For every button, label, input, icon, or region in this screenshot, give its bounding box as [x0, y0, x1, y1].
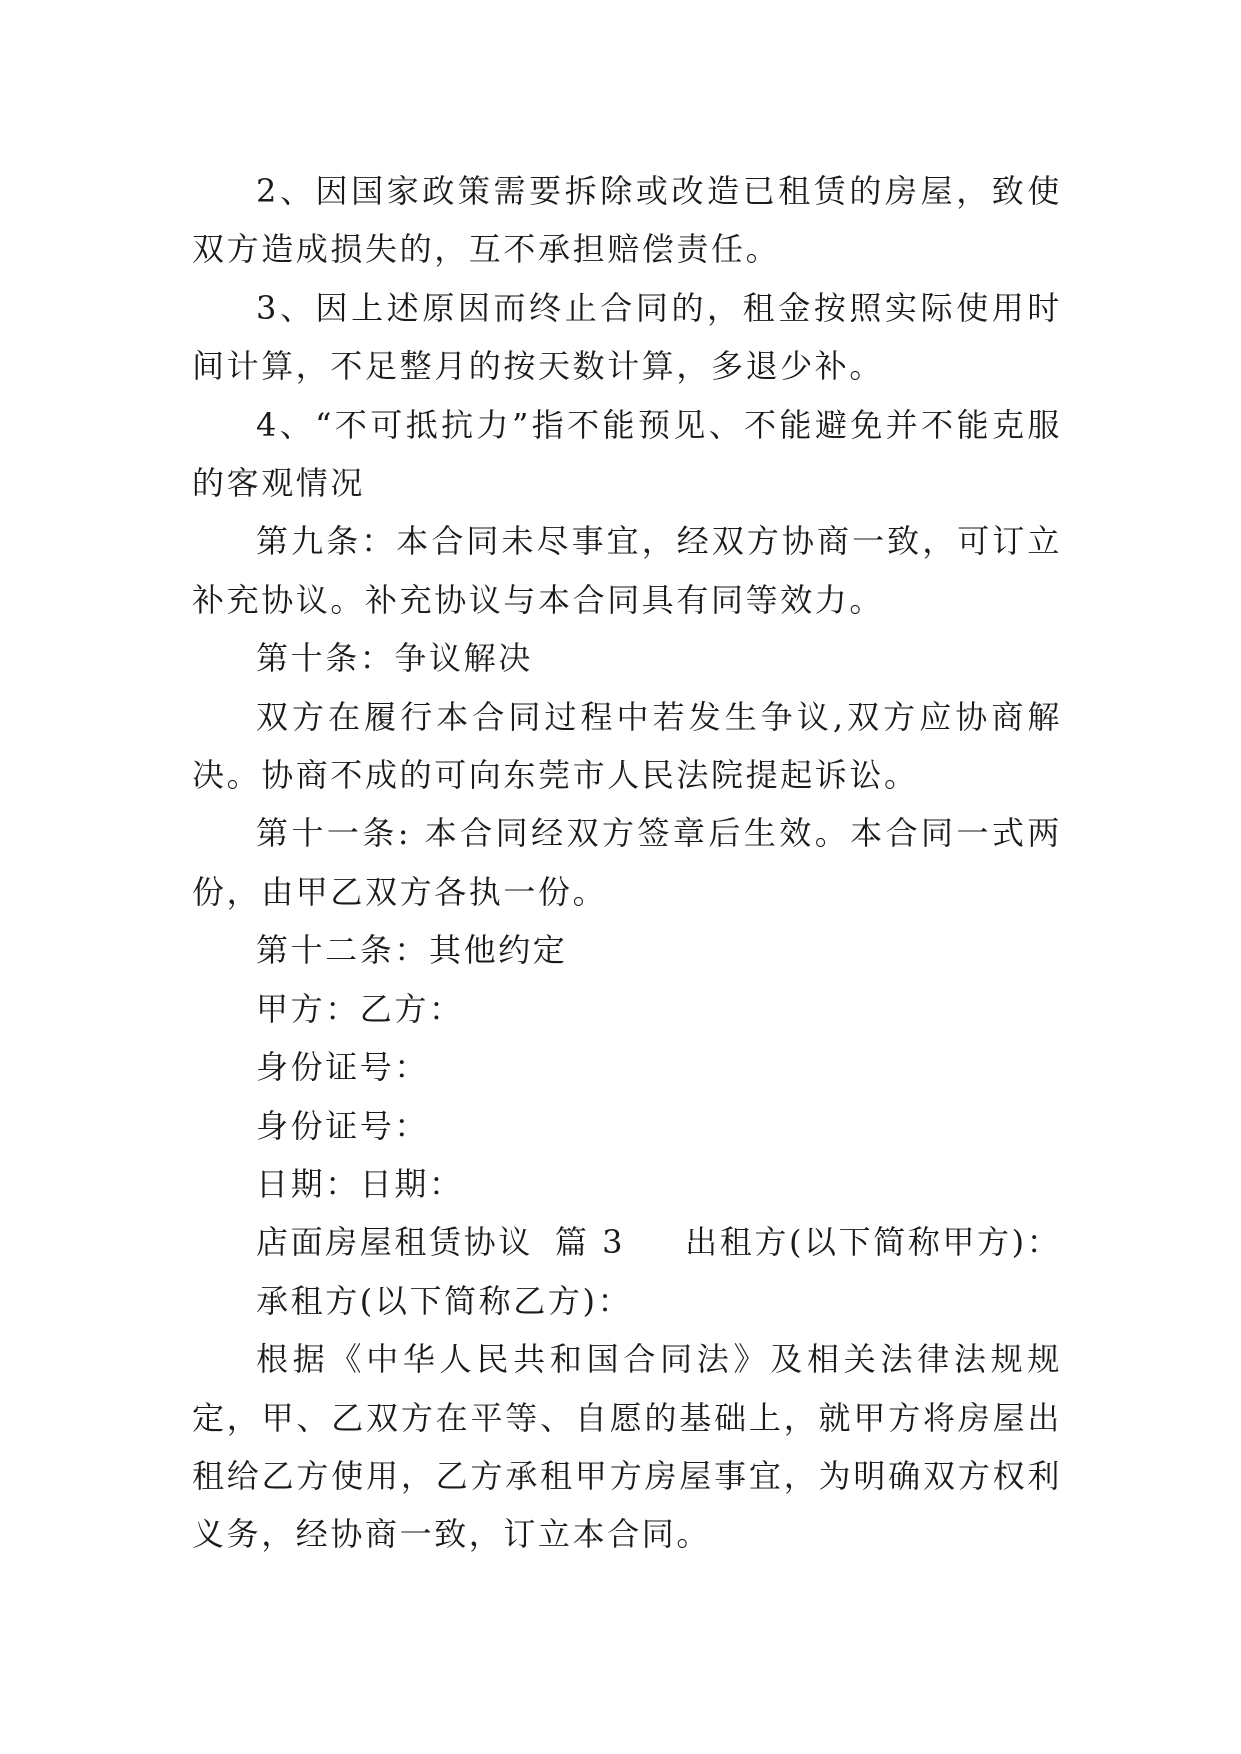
agreement-title: 店面房屋租赁协议: [256, 1223, 533, 1262]
clause-4-paragraph: 4、“不可抵抗力”指不能预见、不能避免并不能克服的客观情况: [192, 405, 1062, 503]
lessor-label: 出租方(以下简称甲方)：: [685, 1223, 1062, 1262]
party-signature-line: 甲方：乙方：: [256, 989, 464, 1028]
article-9-paragraph: 第九条：本合同未尽事宜，经双方协商一致，可订立补充协议。补充协议与本合同具有同等效力。: [192, 522, 1062, 619]
lessee-label: 承租方(以下简称乙方)：: [256, 1281, 633, 1320]
date-line: 日期：日期：: [256, 1164, 464, 1203]
document-body: [192, 162, 1062, 1564]
id-number-line-2: 身份证号：: [256, 1106, 430, 1145]
article-10-heading: 第十条：争议解决: [256, 639, 533, 678]
agreement-heading-line: [192, 1213, 1062, 1271]
preamble-paragraph: 根据《中华人民共和国合同法》及相关法律法规规定，甲、乙双方在平等、自愿的基础上，就甲方将房屋出租给乙方使用，乙方承租甲方房屋事宜，为明确双方权利义务，经协商一致，订立本合同。: [192, 1340, 1062, 1554]
id-number-line-1: 身份证号：: [256, 1048, 430, 1087]
article-11-paragraph: 第十一条: 本合同经双方签章后生效。本合同一式两份，由甲乙双方各执一份。: [192, 814, 1062, 911]
clause-3-paragraph: 3、因上述原因而终止合同的，租金按照实际使用时间计算，不足整月的按天数计算，多退少补。: [192, 288, 1062, 386]
section-number: 篇 3: [554, 1223, 626, 1262]
clause-2-paragraph: 2、因国家政策需要拆除或改造已租赁的房屋，致使双方造成损失的，互不承担赔偿责任。: [192, 172, 1062, 269]
dispute-paragraph: 双方在履行本合同过程中若发生争议,双方应协商解决。协商不成的可向东莞市人民法院提起诉讼。: [192, 697, 1062, 795]
article-12-heading: 第十二条：其他约定: [256, 931, 568, 970]
